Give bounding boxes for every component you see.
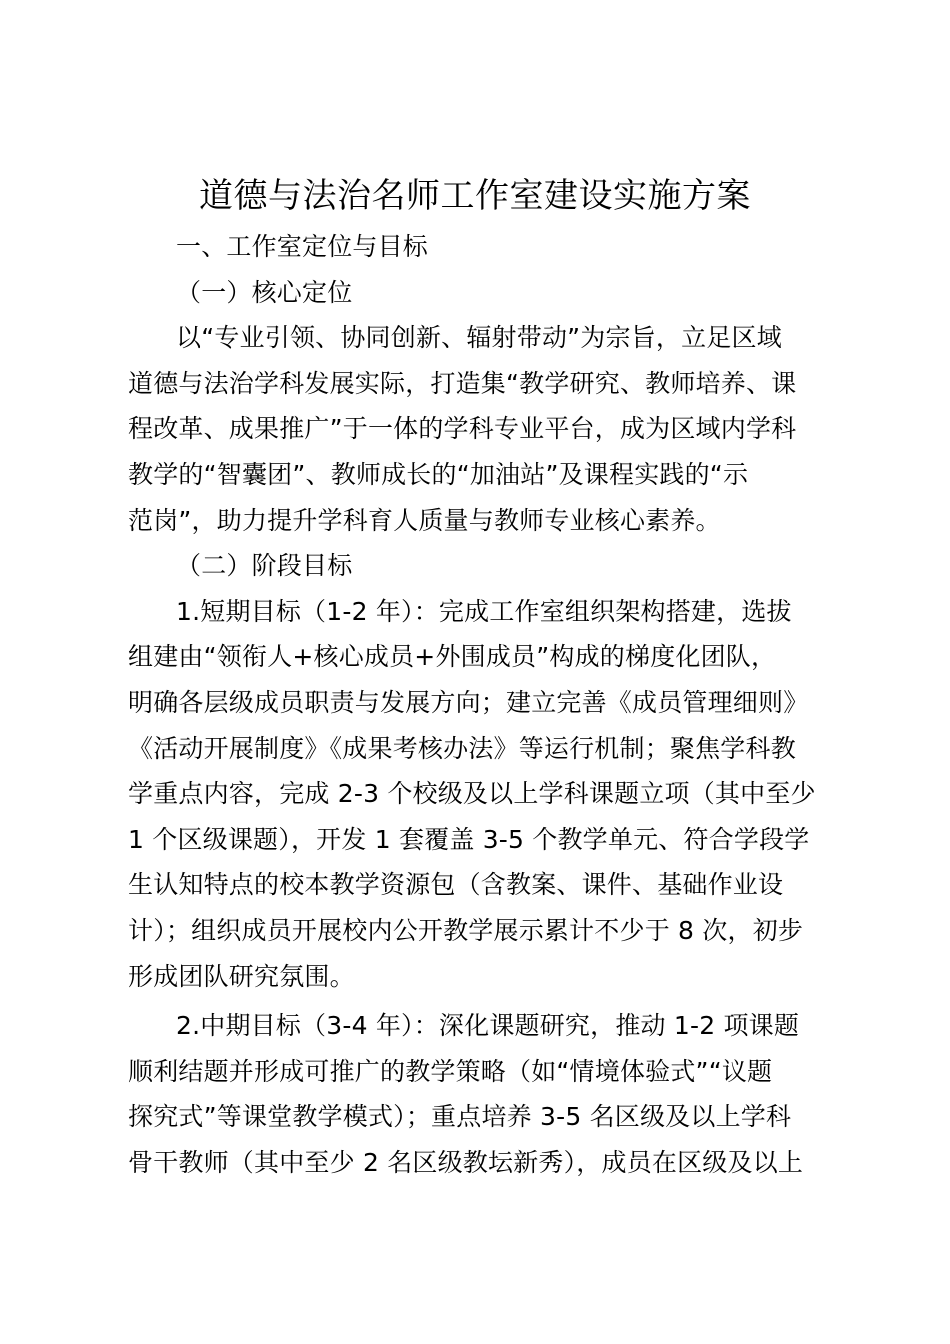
paragraph-mid-term-goal [128,1003,828,1185]
text-line: 学重点内容，完成 2-3 个校级及以上学科课题立项（其中至少 [128,779,816,809]
text-line: 道德与法治学科发展实际，打造集“教学研究、教师培养、课 [128,368,797,398]
text-line: 骨干教师（其中至少 2 名区级教坛新秀），成员在区级及以上 [128,1147,804,1177]
text-line: 程改革、成果推广”于一体的学科专业平台，成为区域内学科 [128,414,797,444]
document-title: 道德与法治名师工作室建设实施方案 [199,176,751,216]
paragraph-short-term-goal [128,589,828,999]
text-line: 2.中期目标（3-4 年）：深化课题研究，推动 1-2 项课题 [176,1011,800,1041]
paragraph-core-positioning [128,315,828,543]
text-line: 形成团队研究氛围。 [128,961,355,991]
subsection-heading-stage-goals: （二）阶段目标 [176,551,353,581]
text-line: 探究式”等课堂教学模式）；重点培养 3-5 名区级及以上学科 [128,1102,792,1132]
text-line: 生认知特点的校本教学资源包（含教案、课件、基础作业设 [128,870,784,900]
text-line: 组建由“领衔人+核心成员+外围成员”构成的梯度化团队， [128,642,777,672]
text-line: 《活动开展制度》《成果考核办法》等运行机制；聚焦学科教 [128,733,796,763]
text-line: 教学的“智囊团”、教师成长的“加油站”及课程实践的“示 [128,459,749,489]
subsection-heading-core-positioning: （一）核心定位 [176,277,353,307]
text-line: 范岗”，助力提升学科育人质量与教师专业核心素养。 [128,505,721,535]
text-line: 以“专业引领、协同创新、辐射带动”为宗旨，立足区域 [176,323,782,353]
document-body [128,224,828,1185]
text-line: 1 个区级课题），开发 1 套覆盖 3-5 个教学单元、符合学段学 [128,824,810,854]
section-heading-positioning-goals: 一、工作室定位与目标 [176,232,429,261]
text-line: 1.短期目标（1-2 年）：完成工作室组织架构搭建，选拔 [176,596,792,626]
text-line: 明确各层级成员职责与发展方向；建立完善《成员管理细则》 [128,687,809,717]
text-line: 顺利结题并形成可推广的教学策略（如“情境体验式”“议题 [128,1056,773,1086]
text-line: 计）；组织成员开展校内公开教学展示累计不少于 8 次，初步 [128,915,804,945]
